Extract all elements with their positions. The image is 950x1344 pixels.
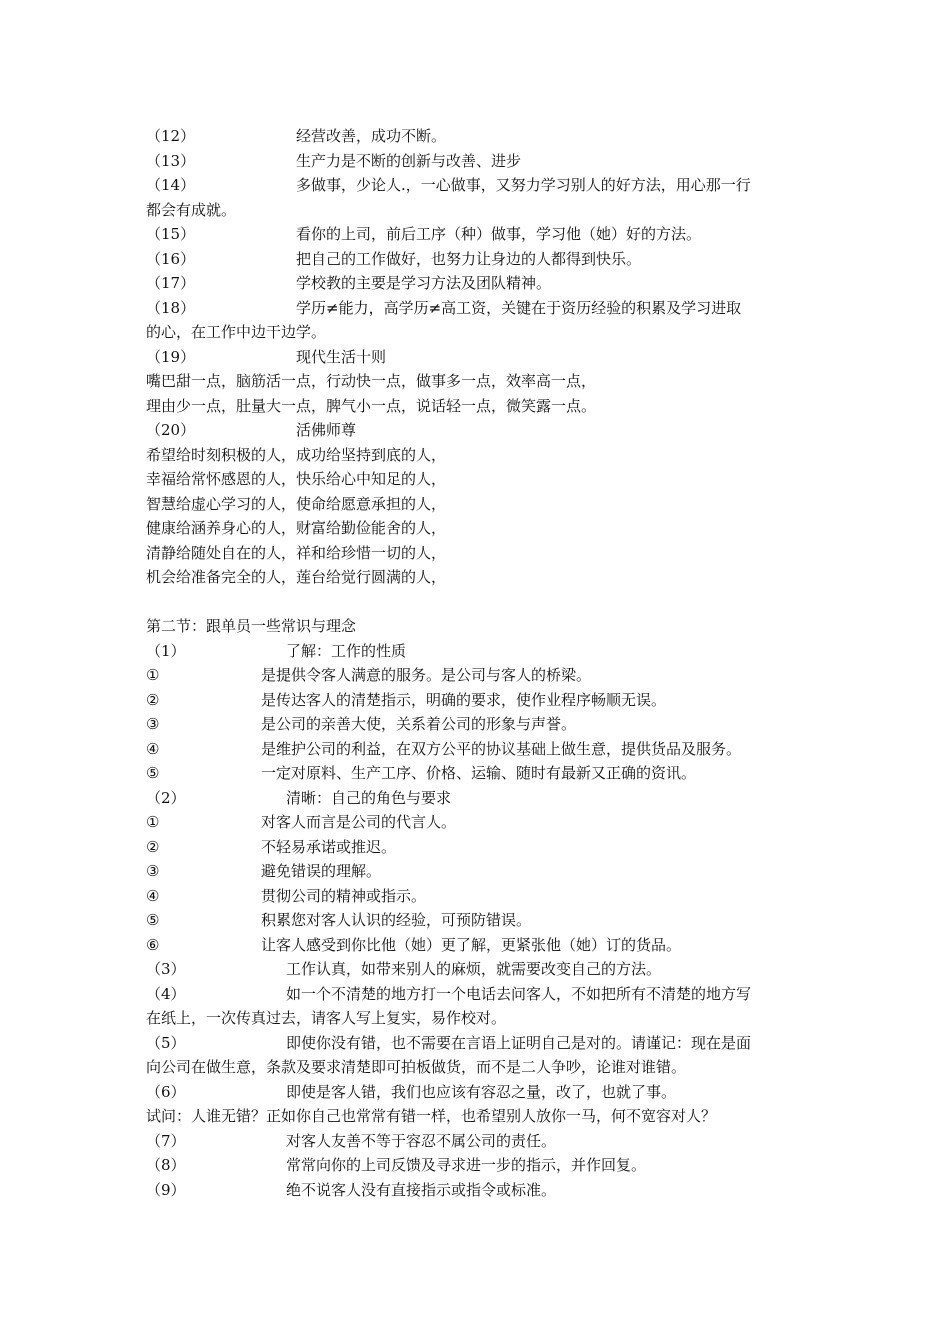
item-text: 积累您对客人认识的经验，可预防错误。: [261, 911, 532, 929]
section-title: 第二节：跟单员一些常识与理念: [146, 617, 357, 635]
item-text: 绝不说客人没有直接指示或指令或标准。: [286, 1180, 557, 1199]
verse-line: 清静给随处自在的人，祥和给珍惜一切的人，: [146, 543, 447, 562]
item-text: 是维护公司的利益，在双方公平的协议基础上做生意，提供货品及服务。: [261, 739, 742, 758]
item-text: 学历≠能力，高学历≠高工资，关键在于资历经验的积累及学习进取: [296, 298, 742, 317]
verse-line: 幸福给常怀感恩的人，快乐给心中知足的人，: [146, 470, 447, 488]
item-number: （13）: [146, 151, 196, 170]
list-item: [146, 149, 810, 174]
item-number: （16）: [146, 249, 196, 268]
list-item: [146, 1178, 810, 1203]
item-number: （17）: [146, 274, 196, 292]
item-text: 对客人而言是公司的代言人。: [261, 813, 457, 831]
item-number: （15）: [146, 225, 196, 243]
item-text: 如一个不清楚的地方打一个电话去问客人，不如把所有不清楚的地方写: [286, 984, 752, 1003]
item-text: 经营改善，成功不断。: [296, 127, 447, 145]
item-number: ①: [146, 813, 160, 831]
item-text: 不轻易承诺或推迟。: [261, 837, 397, 856]
item-number: （14）: [146, 176, 196, 194]
item-text: 即使是客人错，我们也应该有容忍之量，改了，也就了事。: [286, 1082, 677, 1101]
item-number: （7）: [146, 1131, 186, 1150]
rule-line: 嘴巴甜一点，脑筋活一点，行动快一点，做事多一点，效率高一点，: [146, 372, 597, 390]
item-number: （12）: [146, 127, 196, 145]
list-item: [146, 712, 810, 737]
rule-line: 理由少一点，肚量大一点，脾气小一点，说话轻一点，微笑露一点。: [146, 396, 597, 415]
list-item: [146, 1129, 810, 1154]
subsection-heading: [146, 786, 810, 811]
list-item: [146, 271, 810, 296]
verse-line: 健康给涵养身心的人，财富给勤俭能舍的人，: [146, 519, 447, 537]
item-text: 清晰：自己的角色与要求: [286, 788, 452, 807]
list-item: [146, 345, 810, 370]
item-text: 生产力是不断的创新与改善、进步: [296, 151, 522, 170]
item-text: 贯彻公司的精神或指示。: [261, 886, 427, 905]
list-item: [146, 296, 810, 321]
item-text: 现代生活十则: [296, 347, 387, 366]
item-text: 是传达客人的清楚指示，明确的要求，使作业程序畅顺无误。: [261, 690, 667, 709]
list-item: [146, 761, 810, 786]
item-continuation: 试问：人谁无错？正如你自己也常常有错一样，也希望别人放你一马，何不宽容对人？: [146, 1107, 717, 1125]
item-text: 看你的上司，前后工序（种）做事，学习他（她）好的方法。: [296, 225, 702, 243]
item-text: 了解：工作的性质: [286, 641, 407, 660]
list-item: [146, 835, 810, 860]
item-number: ②: [146, 690, 160, 709]
verse-line: 智慧给虚心学习的人，使命给愿意承担的人，: [146, 494, 447, 513]
item-number: （1）: [146, 641, 186, 660]
item-number: ④: [146, 886, 160, 905]
verse-line: 机会给准备完全的人，莲台给觉行圆满的人，: [146, 568, 447, 586]
item-text: 把自己的工作做好，也努力让身边的人都得到快乐。: [296, 249, 642, 268]
item-text: 多做事，少论人.，一心做事，又努力学习别人的好方法，用心那一行: [296, 176, 751, 194]
item-text: 活佛师尊: [296, 421, 357, 439]
item-number: （5）: [146, 1033, 186, 1052]
item-text: 避免错误的理解。: [261, 862, 382, 880]
item-number: ③: [146, 862, 160, 880]
list-item: [146, 1031, 810, 1056]
item-number: ⑥: [146, 935, 160, 954]
item-number: ①: [146, 666, 160, 684]
list-item: [146, 884, 810, 909]
item-text: 常常向你的上司反馈及寻求进一步的指示，并作回复。: [286, 1156, 647, 1174]
item-continuation: 在纸上，一次传真过去，请客人写上复实，易作校对。: [146, 1009, 507, 1027]
list-item: [146, 1153, 810, 1178]
document-page: [146, 124, 810, 1202]
list-item: [146, 908, 810, 933]
item-number: （8）: [146, 1156, 186, 1174]
item-number: （18）: [146, 298, 196, 317]
item-number: （20）: [146, 421, 196, 439]
list-item: [146, 810, 810, 835]
list-item: [146, 982, 810, 1007]
list-item: [146, 124, 810, 149]
item-number: （6）: [146, 1082, 186, 1101]
item-number: ⑤: [146, 911, 160, 929]
list-item: [146, 418, 810, 443]
list-item: [146, 173, 810, 198]
item-continuation: 都会有成就。: [146, 200, 237, 219]
item-number: （9）: [146, 1180, 186, 1199]
list-item: [146, 737, 810, 762]
item-number: （19）: [146, 347, 196, 366]
item-number: （2）: [146, 788, 186, 807]
item-text: 工作认真，如带来别人的麻烦，就需要改变自己的方法。: [286, 960, 662, 978]
item-text: 让客人感受到你比他（她）更了解，更紧张他（她）订的货品。: [261, 935, 682, 954]
list-item: [146, 1080, 810, 1105]
item-continuation: 的心，在工作中边干边学。: [146, 323, 327, 341]
item-text: 是提供令客人满意的服务。是公司与客人的桥梁。: [261, 666, 592, 684]
verse-line: 希望给时刻积极的人，成功给坚持到底的人，: [146, 445, 447, 464]
item-text: 学校教的主要是学习方法及团队精神。: [296, 274, 552, 292]
item-continuation: 向公司在做生意，条款及要求清楚即可拍板做货，而不是二人争吵，论谁对谁错。: [146, 1058, 687, 1076]
subsection-heading: [146, 639, 810, 664]
list-item: [146, 222, 810, 247]
item-number: ③: [146, 715, 160, 733]
item-text: 对客人友善不等于容忍不属公司的责任。: [286, 1131, 557, 1150]
item-number: ⑤: [146, 764, 160, 782]
item-number: （3）: [146, 960, 186, 978]
list-item: [146, 933, 810, 958]
list-item: [146, 247, 810, 272]
item-text: 是公司的亲善大使，关系着公司的形象与声誉。: [261, 715, 577, 733]
item-text: 一定对原料、生产工序、价格、运输、随时有最新又正确的资讯。: [261, 764, 697, 782]
list-item: [146, 859, 810, 884]
blank-line: [146, 590, 810, 615]
list-item: [146, 663, 810, 688]
item-number: ④: [146, 739, 160, 758]
item-number: （4）: [146, 984, 186, 1003]
list-item: [146, 688, 810, 713]
list-item: [146, 957, 810, 982]
item-number: ②: [146, 837, 160, 856]
item-text: 即使你没有错，也不需要在言语上证明自己是对的。请谨记：现在是面: [286, 1033, 752, 1052]
